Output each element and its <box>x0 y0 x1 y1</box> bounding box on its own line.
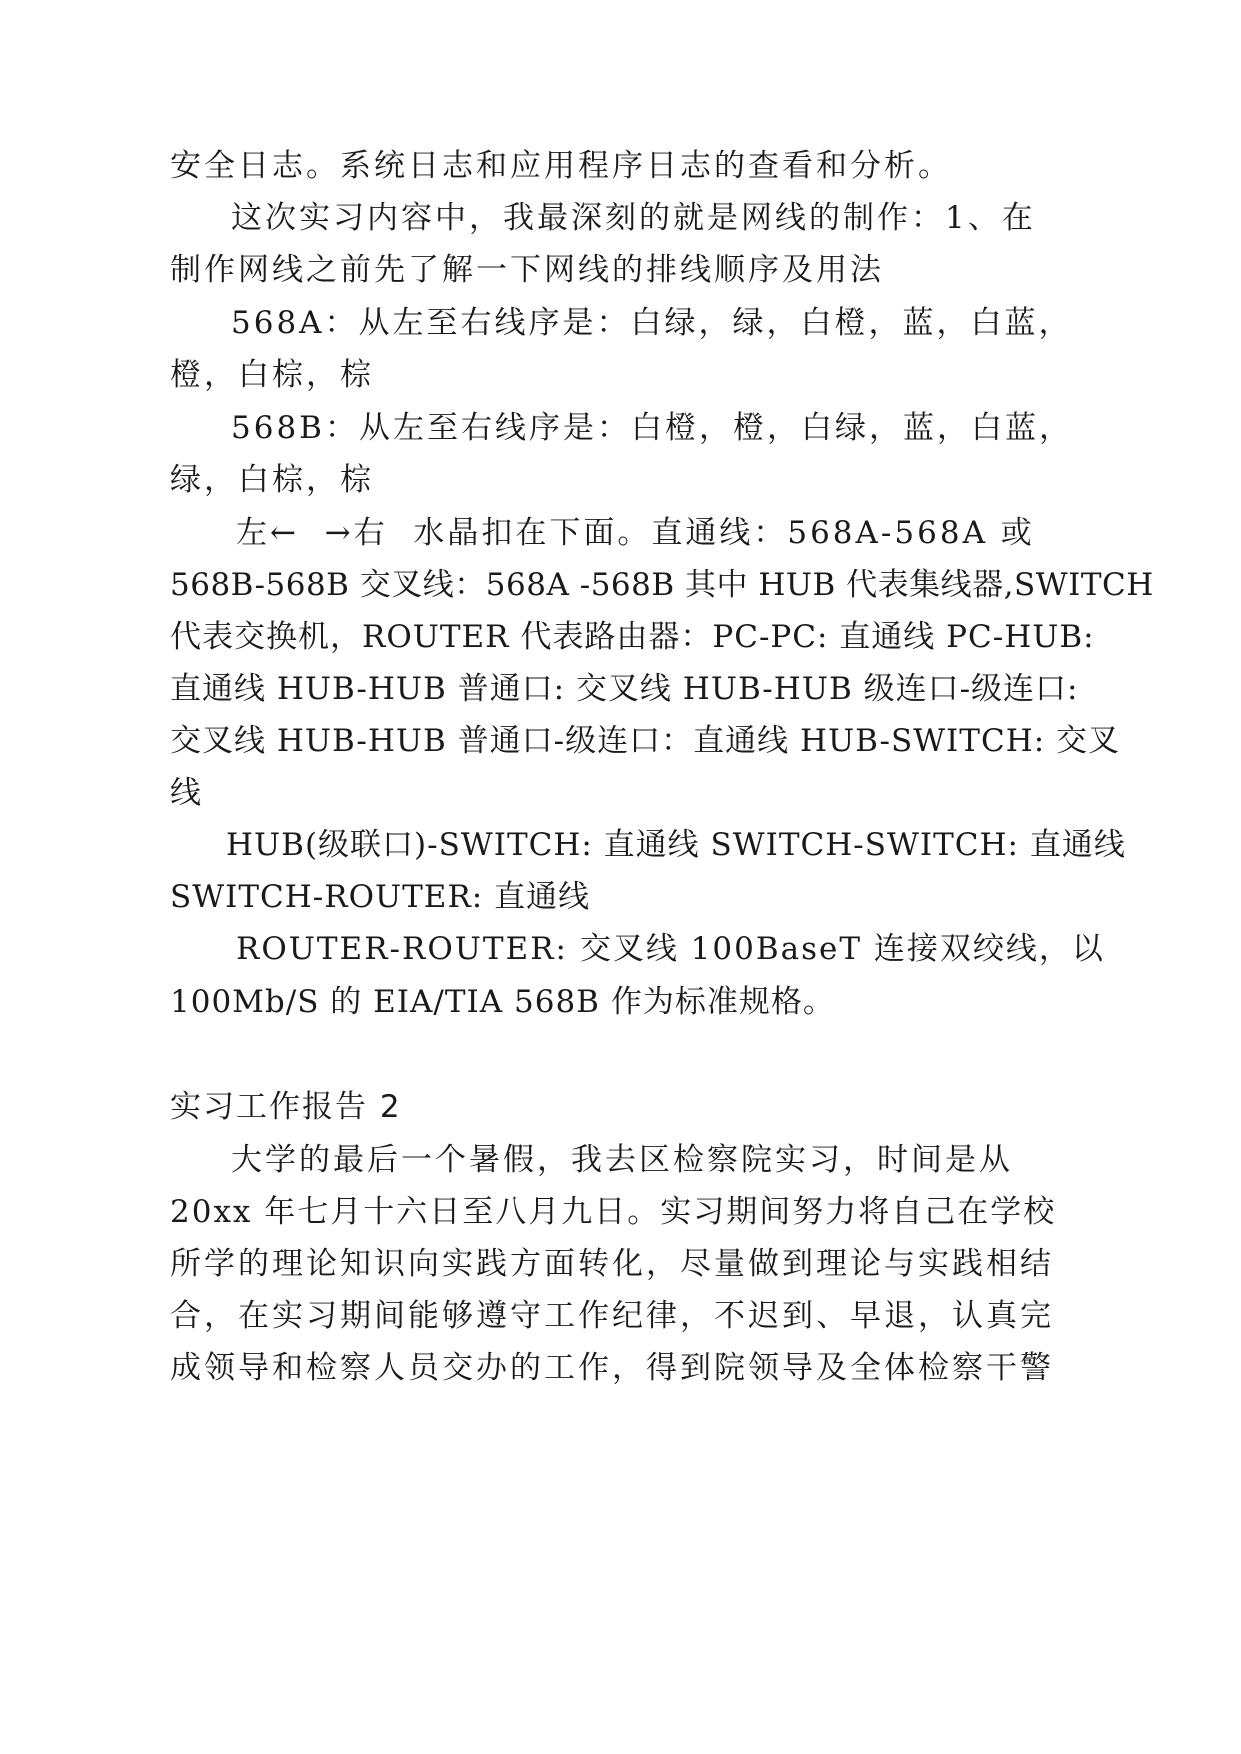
text-line: ROUTER-ROUTER: 交叉线 100BaseT 连接双绞线，以 <box>236 931 1105 967</box>
text-line: 568A：从左至右线序是：白绿，绿，白橙，蓝，白蓝， <box>231 305 1073 341</box>
text-line: 直通线 HUB-HUB 普通口: 交叉线 HUB-HUB 级连口-级连口: <box>170 671 1079 707</box>
text-line: 橙，白棕，棕 <box>170 357 374 393</box>
text-line: 568B-568B 交叉线：568A -568B 其中 HUB 代表集线器,SWITCH <box>170 567 1154 603</box>
text-line: 代表交换机，ROUTER 代表路由器：PC-PC: 直通线 PC-HUB: <box>170 619 1095 655</box>
text-line: 制作网线之前先了解一下网线的排线顺序及用法 <box>170 252 884 288</box>
text-line: 100Mb/S 的 EIA/TIA 568B 作为标准规格。 <box>170 984 835 1020</box>
text-line: 568B：从左至右线序是：白橙，橙，白绿，蓝，白蓝， <box>231 410 1073 446</box>
text-line: 绿，白棕，棕 <box>170 462 374 498</box>
text-line: 线 <box>170 775 204 811</box>
text-line: 大学的最后一个暑假，我去区检察院实习，时间是从 <box>231 1142 1013 1178</box>
section-heading: 实习工作报告 2 <box>170 1089 402 1125</box>
text-line: 这次实习内容中，我最深刻的就是网线的制作：1、在 <box>231 200 1036 236</box>
text-line: 交叉线 HUB-HUB 普通口-级连口：直通线 HUB-SWITCH: 交叉 <box>170 723 1121 759</box>
text-line: 20xx 年七月十六日至八月九日。实习期间努力将自己在学校 <box>170 1194 1057 1230</box>
text-line: 成领导和检察人员交办的工作，得到院领导及全体检察干警 <box>170 1350 1054 1386</box>
text-line: 所学的理论知识向实践方面转化，尽量做到理论与实践相结 <box>170 1246 1054 1282</box>
text-line: 左← →右 水晶扣在下面。直通线：568A-568A 或 <box>236 515 1035 551</box>
text-line: HUB(级联口)-SWITCH: 直通线 SWITCH-SWITCH: 直通线 <box>226 827 1126 863</box>
text-line: SWITCH-ROUTER: 直通线 <box>170 879 591 915</box>
text-line: 合，在实习期间能够遵守工作纪律，不迟到、早退，认真完 <box>170 1298 1054 1334</box>
text-line: 安全日志。系统日志和应用程序日志的查看和分析。 <box>170 148 952 184</box>
